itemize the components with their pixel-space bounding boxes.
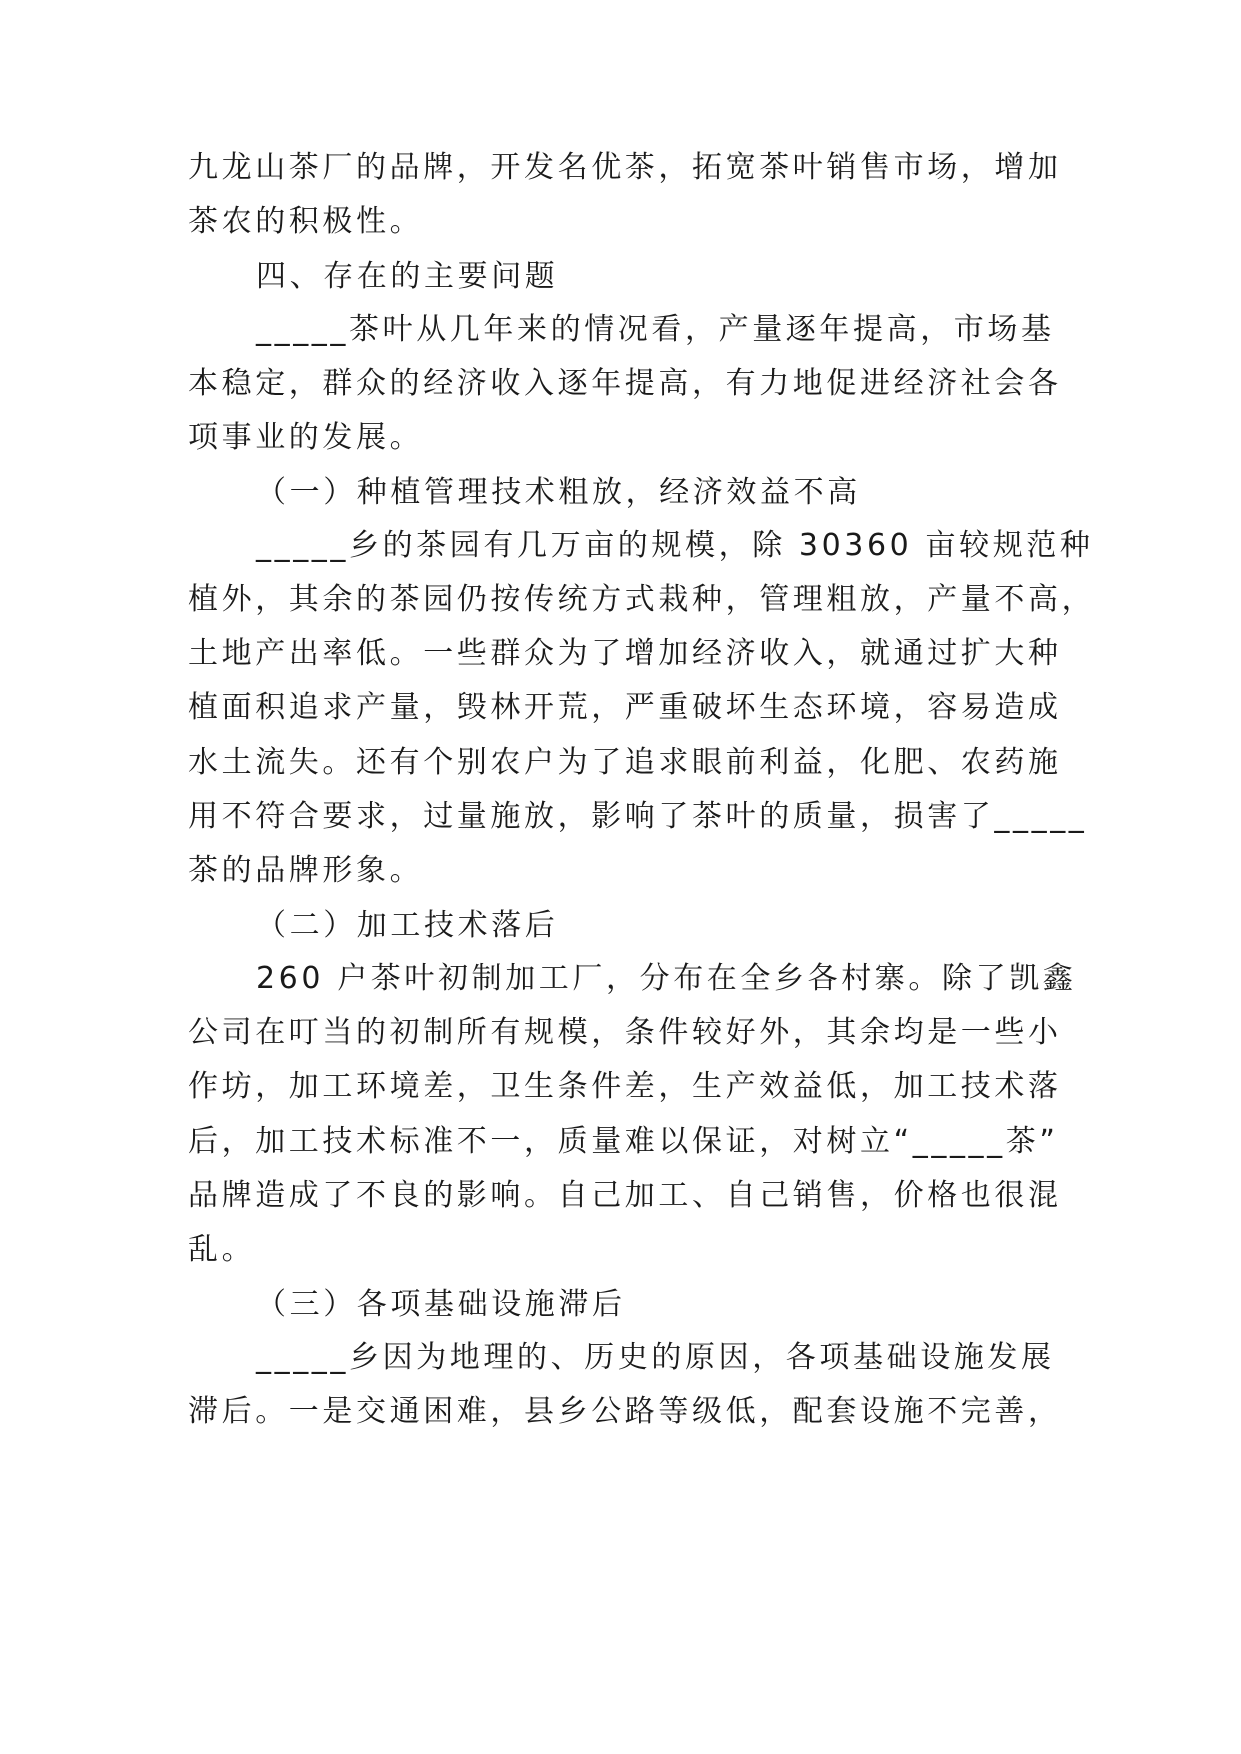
paragraph-line: 项事业的发展。: [188, 420, 424, 455]
paragraph-line: _____乡因为地理的、历史的原因，各项基础设施发展: [256, 1340, 1055, 1375]
paragraph-line: 后，加工技术标准不一，质量难以保证，对树立“_____茶”: [188, 1124, 1059, 1159]
subsection-heading: （一）种植管理技术粗放，经济效益不高: [256, 475, 861, 510]
paragraph-line: 260 户茶叶初制加工厂，分布在全乡各村寨。除了凯鑫: [256, 961, 1077, 996]
paragraph-line: 水土流失。还有个别农户为了追求眼前利益，化肥、农药施: [188, 745, 1062, 780]
paragraph-line: 品牌造成了不良的影响。自己加工、自己销售，价格也很混: [188, 1178, 1062, 1213]
section-heading: 四、存在的主要问题: [256, 259, 559, 294]
subsection-heading: （三）各项基础设施滞后: [256, 1287, 626, 1322]
paragraph-line: _____乡的茶园有几万亩的规模，除 30360 亩较规范种: [256, 528, 1094, 563]
paragraph-line: 公司在叮当的初制所有规模，条件较好外，其余均是一些小: [188, 1015, 1062, 1050]
paragraph-line: 乱。: [188, 1232, 256, 1267]
paragraph-line: 茶农的积极性。: [188, 204, 424, 239]
paragraph-line: 九龙山茶厂的品牌，开发名优茶，拓宽茶叶销售市场，增加: [188, 150, 1062, 185]
paragraph-line: 植外，其余的茶园仍按传统方式栽种，管理粗放，产量不高，: [188, 582, 1096, 617]
paragraph-line: 茶的品牌形象。: [188, 853, 424, 888]
paragraph-line: 滞后。一是交通困难，县乡公路等级低，配套设施不完善，: [188, 1394, 1062, 1429]
paragraph-line: 用不符合要求，过量施放，影响了茶叶的质量，损害了_____: [188, 799, 1088, 834]
paragraph-line: 植面积追求产量，毁林开荒，严重破坏生态环境，容易造成: [188, 690, 1062, 725]
paragraph-line: 土地产出率低。一些群众为了增加经济收入，就通过扩大种: [188, 636, 1062, 671]
subsection-heading: （二）加工技术落后: [256, 908, 559, 943]
paragraph-line: _____茶叶从几年来的情况看，产量逐年提高，市场基: [256, 312, 1055, 347]
paragraph-line: 作坊，加工环境差，卫生条件差，生产效益低，加工技术落: [188, 1069, 1062, 1104]
paragraph-line: 本稳定，群众的经济收入逐年提高，有力地促进经济社会各: [188, 366, 1062, 401]
